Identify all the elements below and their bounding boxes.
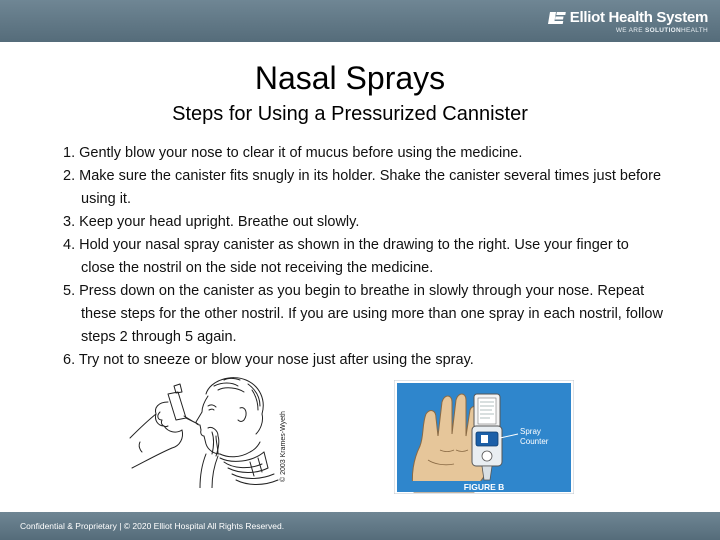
footer-copyright: Confidential & Proprietary | © 2020 Elliot Hospital All Rights Reserved. (20, 521, 285, 531)
elliot-logo-icon (547, 11, 567, 25)
tagline-bold: SOLUTION (645, 27, 682, 34)
figure-b-callout-line1: Spray (520, 427, 541, 436)
step-item: 4. Hold your nasal spray canister as shown in the drawing to the right. Use your finger to close the nostril on the side not receiving the medicine. (63, 237, 629, 276)
figure-b-illustration (394, 380, 574, 494)
step-item: 3. Keep your head upright. Breathe out slowly. (63, 214, 360, 230)
brand-logo (547, 9, 708, 34)
slide-title: Nasal Sprays (254, 60, 446, 96)
drawing-credit: © 2003 Krames-Wyeth (280, 411, 287, 482)
tagline-suffix: HEALTH (681, 27, 708, 34)
nasal-spray-drawing (128, 372, 294, 488)
figure-b-caption: FIGURE B (463, 482, 505, 492)
step-item: 2. Make sure the canister fits snugly in its holder. Shake the canister several times just before using it. (63, 168, 662, 207)
step-item: 1. Gently blow your nose to clear it of mucus before using the medicine. (63, 145, 523, 161)
figure-b-callout-line2: Counter (520, 437, 549, 446)
step-item: 5. Press down on the canister as you begin to breathe in slowly through your nose. Repeat these steps for the other nostril. If you are using more than one spray in each nostril, follow steps 2 through 5 again. (63, 283, 663, 345)
tagline-prefix: WE ARE (615, 27, 643, 34)
brand-tagline (547, 27, 708, 34)
slide-subtitle: Steps for Using a Pressurized Cannister (172, 103, 528, 125)
brand-name: Elliot Health System (569, 9, 708, 26)
footer-bar (0, 512, 720, 540)
steps-list (63, 142, 663, 372)
figure-b (394, 380, 574, 494)
step-item: 6. Try not to sneeze or blow your nose just after using the spray. (63, 352, 474, 368)
header-bar (0, 0, 720, 42)
